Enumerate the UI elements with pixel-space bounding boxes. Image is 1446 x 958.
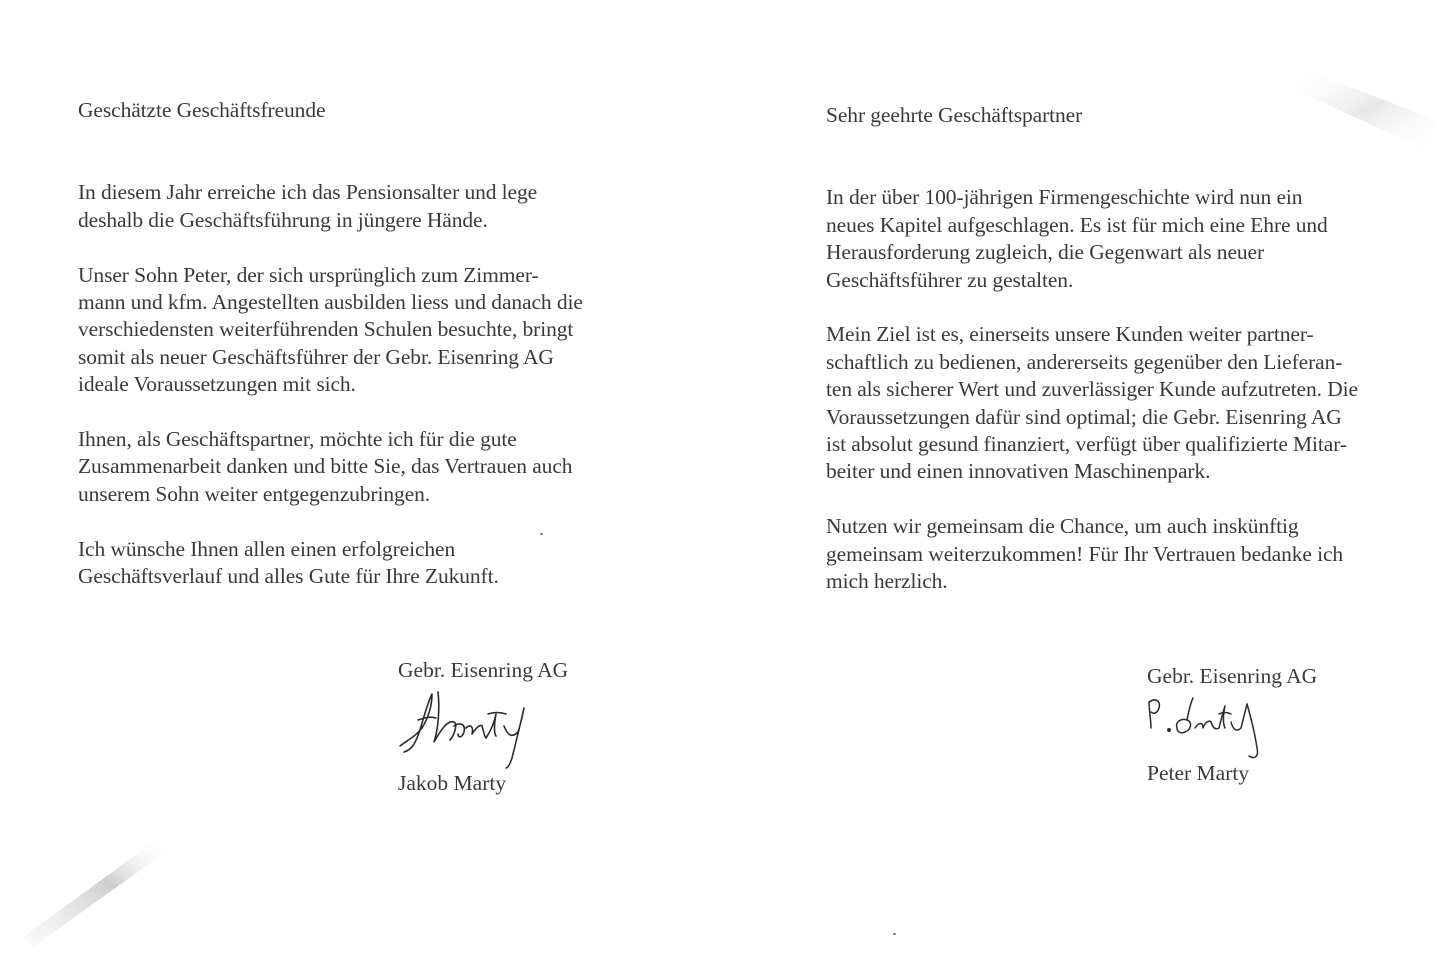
paragraph-3 <box>826 513 1358 595</box>
signature-block-jakob <box>398 657 568 797</box>
paragraph-1 <box>78 179 583 234</box>
company-name: Gebr. Eisenring AG <box>1147 664 1318 688</box>
text-line: ten als sicherer Wert und zuverlässiger Kunde aufzutreten. Die <box>826 377 1358 402</box>
text-line: verschiedensten weiterführenden Schulen besuchte, bringt <box>78 317 574 342</box>
text-line: Nutzen wir gemeinsam die Chance, um auch inskünftig <box>826 514 1299 539</box>
text-line: beiter und einen innovativen Maschinenpark. <box>826 459 1211 484</box>
letter-jakob-marty <box>78 97 583 590</box>
paragraph-3 <box>78 426 583 508</box>
text-line: Zusammenarbeit danken und bitte Sie, das Vertrauen auch <box>78 454 573 479</box>
paragraph-1 <box>826 184 1358 294</box>
text-line: mich herzlich. <box>826 569 948 594</box>
salutation: Sehr geehrte Geschäftspartner <box>826 103 1083 127</box>
text-line: gemeinsam weiterzukommen! Für Ihr Vertrauen bedanke ich <box>826 541 1344 566</box>
signature-peter-marty <box>1147 690 1287 760</box>
text-line: Geschäftsführer zu gestalten. <box>826 267 1074 292</box>
scan-speck <box>540 533 543 535</box>
text-line: Mein Ziel ist es, einerseits unsere Kunden weiter partner- <box>826 322 1314 347</box>
scan-speck <box>893 933 896 935</box>
text-line: ideale Voraussetzungen mit sich. <box>78 372 356 397</box>
text-line: ist absolut gesund finanziert, verfügt über qualifizierte Mitar- <box>826 432 1347 457</box>
text-line: Ihnen, als Geschäftspartner, möchte ich für die gute <box>78 427 517 452</box>
signature-jakob-marty <box>398 684 538 770</box>
text-line: deshalb die Geschäftsführung in jüngere Hände. <box>78 207 488 232</box>
text-line: In der über 100-jährigen Firmengeschichte wird nun ein <box>826 185 1303 210</box>
text-line: In diesem Jahr erreiche ich das Pensionsalter und lege <box>78 180 538 205</box>
paragraph-2 <box>826 321 1358 485</box>
scan-smudge <box>1286 60 1446 160</box>
signature-block-peter <box>1147 663 1317 787</box>
scan-smudge <box>16 830 176 950</box>
letter-peter-marty <box>826 102 1358 595</box>
paragraph-2 <box>78 262 583 399</box>
signer-name: Jakob Marty <box>398 771 507 795</box>
signer-name: Peter Marty <box>1147 761 1250 785</box>
text-line: neues Kapitel aufgeschlagen. Es ist für mich eine Ehre und <box>826 212 1328 237</box>
text-line: Geschäftsverlauf und alles Gute für Ihre Zukunft. <box>78 564 499 589</box>
text-line: somit als neuer Geschäftsführer der Gebr. Eisenring AG <box>78 344 554 369</box>
text-line: mann und kfm. Angestellten ausbilden liess und danach die <box>78 290 583 315</box>
text-line: Herausforderung zugleich, die Gegenwart als neuer <box>826 240 1265 265</box>
text-line: Voraussetzungen dafür sind optimal; die Gebr. Eisenring AG <box>826 404 1342 429</box>
salutation: Geschätzte Geschäftsfreunde <box>78 98 326 122</box>
text-line: Unser Sohn Peter, der sich ursprünglich zum Zimmer- <box>78 262 539 287</box>
paragraph-4 <box>78 536 583 591</box>
company-name: Gebr. Eisenring AG <box>398 658 569 682</box>
text-line: schaftlich zu bedienen, andererseits gegenüber den Lieferan- <box>826 349 1343 374</box>
text-line: unserem Sohn weiter entgegenzubringen. <box>78 481 431 506</box>
text-line: Ich wünsche Ihnen allen einen erfolgreichen <box>78 536 456 561</box>
